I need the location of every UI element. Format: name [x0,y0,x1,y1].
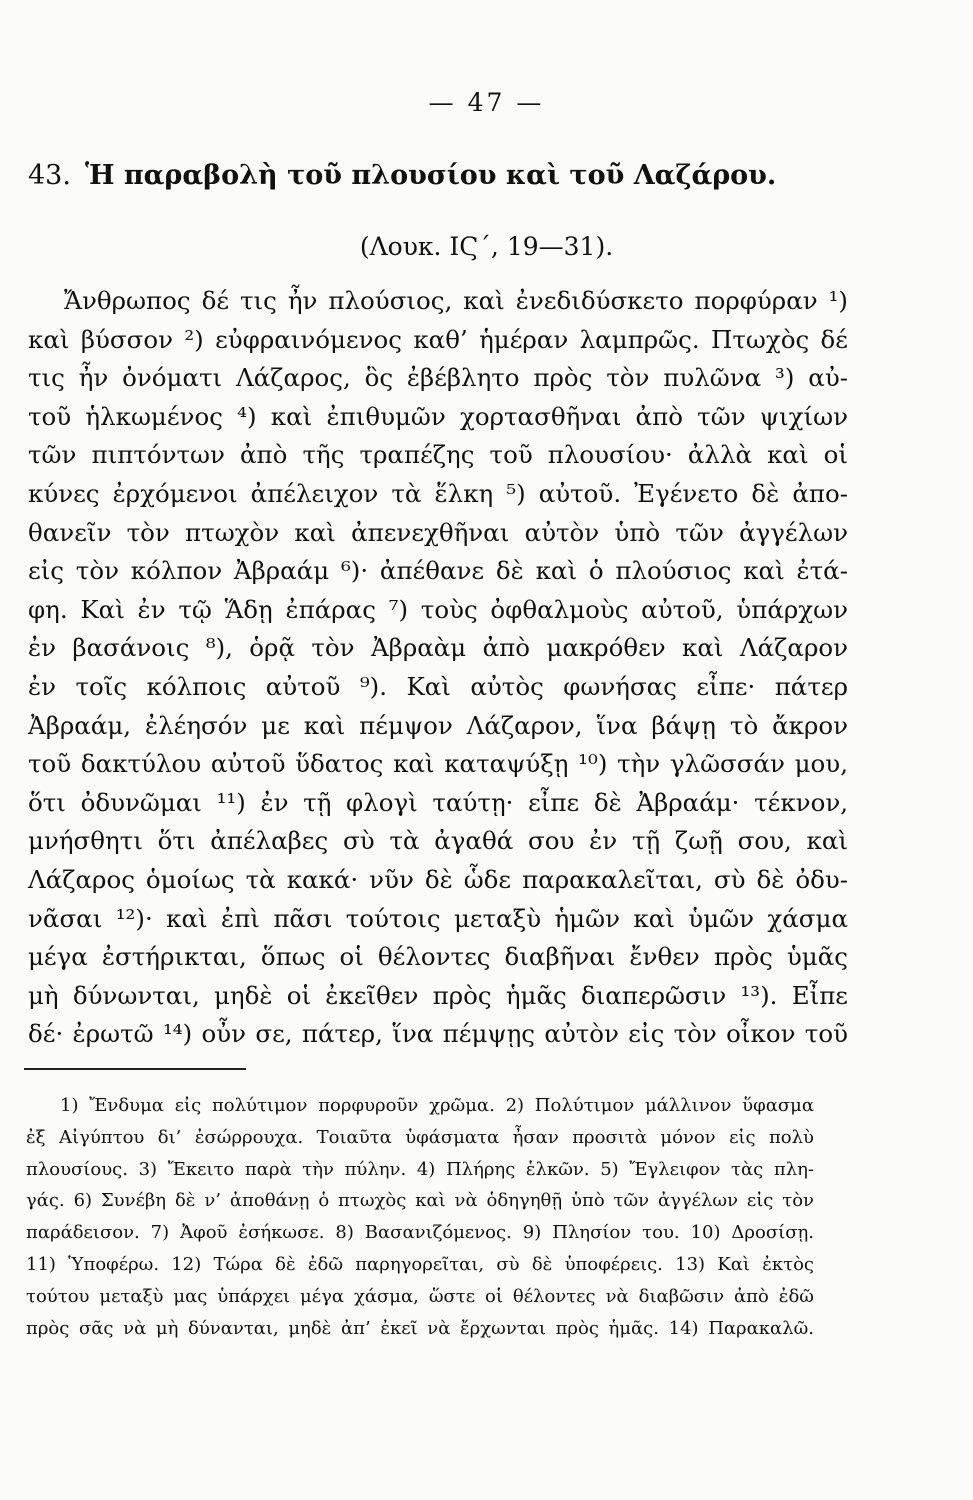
body-line: φη. Καὶ ἐν τῷ Ἅδῃ ἐπάρας ⁷) τοὺς ὀφθαλμοὺς αὐτοῦ, ὑπάρχων [28,594,848,624]
body-text [28,282,848,1054]
body-line: ἐν τοῖς κόλποις αὐτοῦ ⁹). Καὶ αὐτὸς φωνήσας εἶπε· πάτερ [28,671,848,701]
page-number: — 47 — [428,88,545,117]
footnote-line: πλουσίους. 3) Ἔκειτο παρὰ τὴν πύλην. 4) Πλήρης ἑλκῶν. 5) Ἔγλειφον τὰς πλη- [26,1158,814,1180]
scripture-reference: (Λουκ. ΙϚ΄, 19—31). [359,232,614,261]
body-line: Ἀβραάμ, ἐλέησόν με καὶ πέμψον Λάζαρον, ἵνα βάψῃ τὸ ἄκρον [28,710,848,740]
body-line: δέ· ἐρωτῶ ¹⁴) οὖν σε, πάτερ, ἵνα πέμψῃς αὐτὸν εἰς τὸν οἶκον τοῦ [28,1019,848,1049]
body-line: μνήσθητι ὅτι ἀπέλαβες σὺ τὰ ἀγαθά σου ἐν τῇ ζωῇ σου, καὶ [28,826,848,856]
body-line: τοῦ ἡλκωμένος ⁴) καὶ ἐπιθυμῶν χορτασθῆναι ἀπὸ τῶν ψιχίων [28,401,848,431]
footnote-line: ἐξ Αἰγύπτου δι’ ἐσώρρουχα. Τοιαῦτα ὑφάσματα ἦσαν προσιτὰ μόνον εἰς πολὺ [26,1126,814,1148]
footnote-line: γάς. 6) Συνέβη δὲ ν’ ἀποθάνῃ ὁ πτωχὸς καὶ νὰ ὁδηγηθῇ ὑπὸ τῶν ἀγγέλων εἰς τὸν [26,1190,814,1212]
footnote-line: τούτου μεταξὺ μας ὑπάρχει μέγα χάσμα, ὥστε οἱ θέλοντες νὰ διαβῶσιν ἀπὸ ἐδῶ [26,1285,814,1307]
section-heading [28,160,948,191]
footnote-line: 1) Ἔνδυμα εἰς πολύτιμον πορφυροῦν χρῶμα. 2) Πολύτιμον μάλλινον ὕφασμα [60,1095,814,1116]
body-line: ἐν βασάνοις ⁸), ὁρᾷ τὸν Ἀβραὰμ ἀπὸ μακρόθεν καὶ Λάζαρον [28,633,848,663]
section-title: Ἡ παραβολὴ τοῦ πλουσίου καὶ τοῦ Λαζάρου. [84,160,777,191]
body-line: θανεῖν τὸν πτωχὸν καὶ ἀπενεχθῆναι αὐτὸν ὑπὸ τῶν ἀγγέλων [28,517,848,547]
footnote-line: 11) Ὑποφέρω. 12) Τώρα δὲ ἐδῶ παρηγορεῖται, σὺ δὲ ὑποφέρεις. 13) Καὶ ἐκτὸς [26,1253,814,1275]
body-line: τις ἦν ὀνόματι Λάζαρος, ὃς ἐβέβλητο πρὸς τὸν πυλῶνα ³) αὐ- [28,363,848,393]
body-line: καὶ βύσσον ²) εὐφραινόμενος καθ’ ἡμέραν λαμπρῶς. Πτωχὸς δέ [28,324,848,354]
body-line: Λάζαρος ὁμοίως τὰ κακά· νῦν δὲ ὧδε παρακαλεῖται, σὺ δὲ ὀδυ- [28,864,848,894]
footnotes [26,1090,814,1344]
body-line: Ἄνθρωπος δέ τις ἦν πλούσιος, καὶ ἐνεδιδύσκετο πορφύραν ¹) [64,286,848,315]
footnote-line: παράδεισον. 7) Ἀφοῦ ἐσήκωσε. 8) Βασανιζόμενος. 9) Πλησίον του. 10) Δροσίσῃ. [26,1222,814,1244]
body-line: τῶν πιπτόντων ἀπὸ τῆς τραπέζης τοῦ πλουσίου· ἀλλὰ καὶ οἱ [28,440,848,470]
body-line: ὅτι ὀδυνῶμαι ¹¹) ἐν τῇ φλογὶ ταύτῃ· εἶπε δὲ Ἀβραάμ· τέκνον, [28,787,848,817]
body-line: μὴ δύνωνται, μηδὲ οἱ ἐκεῖθεν πρὸς ἡμᾶς διαπερῶσιν ¹³). Εἶπε [28,980,848,1010]
footnote-line: πρὸς σᾶς νὰ μὴ δύνανται, μηδὲ ἀπ’ ἐκεῖ νὰ ἔρχωνται πρὸς ἡμᾶς. 14) Παρακαλῶ. [26,1317,814,1339]
footnote-divider [24,1068,246,1070]
section-number: 43. [28,160,71,191]
body-line: νᾶσαι ¹²)· καὶ ἐπὶ πᾶσι τούτοις μεταξὺ ἡμῶν καὶ ὑμῶν χάσμα [28,903,848,933]
body-line: εἰς τὸν κόλπον Ἀβραάμ ⁶)· ἀπέθανε δὲ καὶ ὁ πλούσιος καὶ ἐτά- [28,556,848,586]
body-line: μέγα ἐστήρικται, ὅπως οἱ θέλοντες διαβῆναι ἔνθεν πρὸς ὑμᾶς [28,942,848,972]
body-line: τοῦ δακτύλου αὐτοῦ ὕδατος καὶ καταψύξῃ ¹⁰) τὴν γλῶσσάν μου, [28,749,848,779]
body-line: κύνες ἐρχόμενοι ἀπέλειχον τὰ ἕλκη ⁵) αὐτοῦ. Ἐγένετο δὲ ἀπο- [28,478,848,508]
